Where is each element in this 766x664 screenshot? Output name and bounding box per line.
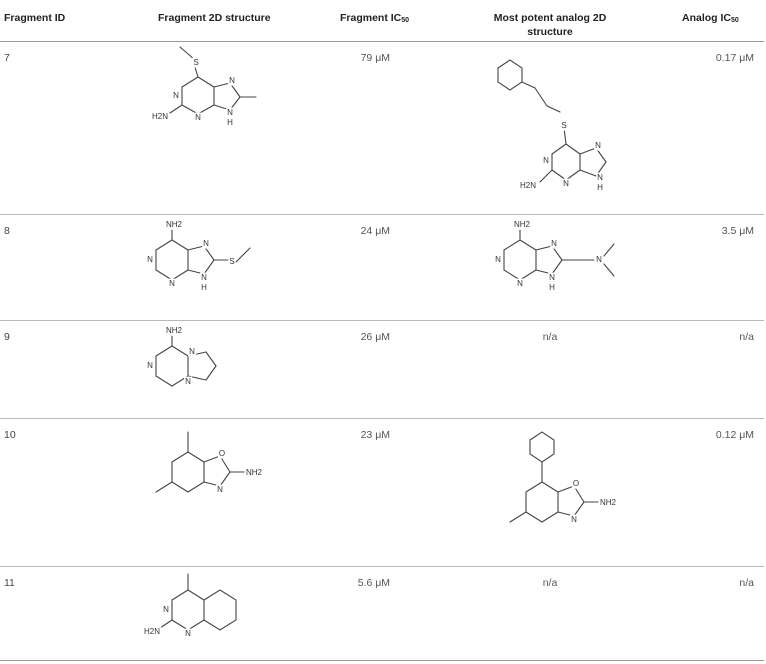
atom-label: N: [189, 347, 195, 357]
atom-label: O: [218, 449, 226, 459]
atom-label: N: [169, 279, 175, 289]
header-fragment-ic50: Fragment $IC_{50}$: [340, 12, 410, 24]
fragment-8-structure: [140, 218, 280, 308]
atom-label: NH2: [599, 498, 617, 508]
atom-label: N: [185, 629, 191, 639]
atom-label: N: [147, 255, 153, 265]
atom-label: N: [173, 91, 179, 101]
atom-label: NH2: [165, 326, 183, 336]
fragment-id: 7: [4, 52, 10, 64]
fragment-11-structure: [140, 570, 280, 656]
atom-label: N: [563, 179, 569, 189]
row-divider: [0, 214, 764, 215]
header-fragment-id: Fragment ID: [4, 12, 66, 24]
atom-label: H: [201, 283, 207, 293]
atom-label: N: [551, 239, 557, 249]
atom-label: H2N: [143, 627, 161, 637]
fragment-id: 9: [4, 331, 10, 343]
analog-10-structure: [480, 424, 640, 554]
table-bottom-rule: [0, 660, 764, 661]
atom-label: NH2: [513, 220, 531, 230]
fragment-7-structure: [140, 45, 280, 145]
analog-structure-na: n/a: [542, 331, 558, 343]
atom-label: N: [147, 361, 153, 371]
atom-label: N: [185, 377, 191, 387]
atom-label: N: [203, 239, 209, 249]
atom-label: N: [229, 76, 235, 86]
analog-ic50: 0.12 μM: [715, 429, 754, 441]
atom-label: N: [495, 255, 501, 265]
fragment-ic50: 26 μM: [360, 331, 390, 343]
header-fragment-structure: Fragment 2D structure: [158, 12, 271, 24]
atom-label: H: [227, 118, 233, 128]
row-divider: [0, 566, 764, 567]
atom-label: N: [597, 173, 603, 183]
header-analog-ic50: Analog $IC_{50}$: [682, 12, 739, 24]
atom-label: N: [595, 141, 601, 151]
table-header: [0, 0, 766, 42]
fragment-id: 8: [4, 225, 10, 237]
fragment-ic50: 24 μM: [360, 225, 390, 237]
row-divider: [0, 320, 764, 321]
atom-label: NH2: [165, 220, 183, 230]
row-divider: [0, 418, 764, 419]
analog-ic50: 3.5 μM: [721, 225, 754, 237]
analog-structure-na: n/a: [542, 577, 558, 589]
atom-label: S: [561, 121, 567, 131]
atom-label: N: [217, 485, 223, 495]
analog-ic50: 0.17 μM: [715, 52, 754, 64]
atom-label: S: [229, 257, 235, 267]
header-analog-structure: Most potent analog 2D structure: [493, 12, 607, 38]
analog-ic50: n/a: [739, 331, 754, 343]
atom-label: H: [597, 183, 603, 193]
atom-label: N: [227, 108, 233, 118]
atom-label: N: [596, 255, 602, 265]
analog-ic50: n/a: [739, 577, 754, 589]
analog-7-structure: [480, 48, 640, 208]
header-divider: [0, 41, 764, 42]
atom-label: H: [549, 283, 555, 293]
atom-label: N: [543, 156, 549, 166]
atom-label: O: [572, 479, 580, 489]
atom-label: NH2: [245, 468, 263, 478]
atom-label: N: [163, 605, 169, 615]
fragment-ic50: 5.6 μM: [357, 577, 390, 589]
fragment-id: 10: [4, 429, 16, 441]
atom-label: H2N: [151, 112, 169, 122]
atom-label: N: [549, 273, 555, 283]
atom-label: S: [193, 58, 199, 68]
atom-label: N: [195, 113, 201, 123]
atom-label: N: [517, 279, 523, 289]
atom-label: N: [571, 515, 577, 525]
fragment-ic50: 23 μM: [360, 429, 390, 441]
fragment-10-structure: [140, 424, 280, 524]
atom-label: N: [201, 273, 207, 283]
atom-label: H2N: [519, 181, 537, 191]
fragment-id: 11: [4, 577, 15, 589]
analog-8-structure: [488, 218, 628, 308]
fragment-ic50: 79 μM: [360, 52, 390, 64]
fragment-9-structure: [140, 324, 260, 410]
